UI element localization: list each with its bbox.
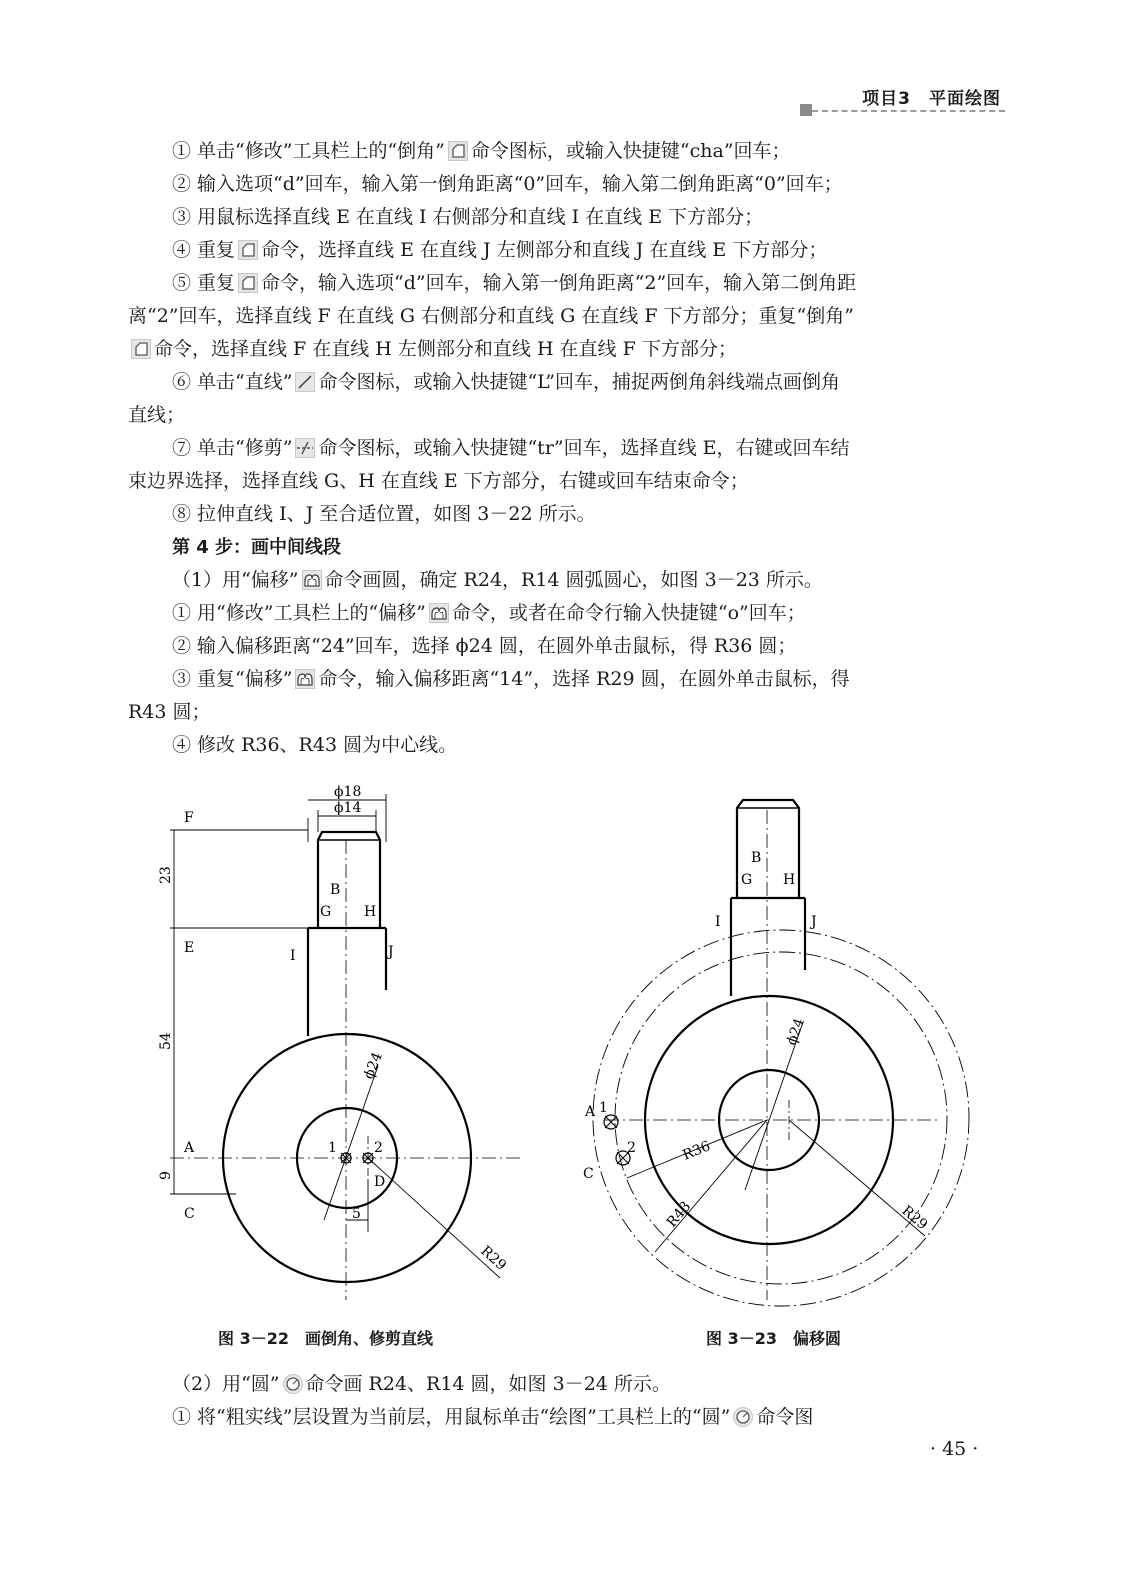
dim-R43: R43: [663, 1198, 695, 1231]
figure-3-22-drawing: [150, 780, 530, 1320]
label-C: C: [583, 1166, 594, 1182]
label-A: A: [184, 1140, 195, 1156]
offset-icon: [295, 669, 315, 689]
trim-icon: [295, 438, 315, 458]
figure-3-23-caption: 图 3－23 偏移圆: [706, 1329, 841, 1348]
para-line: （1）用“偏移” 命令画圆，确定 R24，R14 圆弧圆心，如图 3－23 所示。: [172, 569, 823, 591]
body-text-top: [128, 135, 1000, 762]
figure-3-23-drawing: [575, 780, 975, 1310]
dim-R29: R29: [898, 1202, 931, 1234]
label-A: A: [585, 1104, 596, 1120]
body-text-bottom: [128, 1368, 1000, 1434]
para-line: ⑧ 拉伸直线 I、J 至合适位置，如图 3－22 所示。: [172, 503, 596, 525]
para-line: ① 用“修改”工具栏上的“偏移” 命令，或者在命令行输入快捷键“o”回车；: [172, 602, 806, 624]
label-I: I: [715, 914, 721, 930]
label-E: E: [184, 940, 195, 956]
para-line: ① 单击“修改”工具栏上的“倒角” 命令图标，或输入快捷键“cha”回车；: [172, 140, 791, 162]
label-point-1: 1: [599, 1100, 608, 1116]
para-line: ⑦ 单击“修剪” 命令图标，或输入快捷键“tr”回车，选择直线 E，右键或回车结: [172, 437, 850, 459]
dim-phi24: ϕ24: [360, 1050, 386, 1082]
label-G: G: [741, 872, 753, 888]
para-line: R43 圆；: [128, 701, 211, 723]
label-point-1: 1: [328, 1140, 337, 1156]
header-title: 项目3 平面绘图: [862, 89, 1001, 109]
offset-icon: [429, 603, 449, 623]
label-point-2: 2: [627, 1140, 636, 1156]
line-icon: [295, 372, 315, 392]
page-number: · 45 ·: [930, 1438, 979, 1460]
para-line: ② 输入偏移距离“24”回车，选择 ϕ24 圆，在圆外单击鼠标，得 R36 圆；: [172, 635, 797, 657]
circle-icon: [283, 1374, 303, 1394]
dim-5: 5: [352, 1206, 361, 1222]
figure-3-22-caption: 图 3－22 画倒角、修剪直线: [218, 1329, 433, 1348]
header-rule: [812, 110, 1005, 112]
dim-R36: R36: [680, 1138, 713, 1164]
label-B: B: [751, 850, 762, 866]
label-H: H: [364, 904, 377, 920]
circle-icon: [733, 1407, 753, 1427]
dim-23: 23: [158, 866, 174, 884]
figure-3-22: [150, 780, 530, 1324]
dim-phi18: ϕ18: [334, 784, 362, 800]
label-J: J: [388, 944, 394, 960]
label-point-2: 2: [374, 1140, 383, 1156]
para-line: 命令，选择直线 F 在直线 H 左侧部分和直线 H 在直线 F 下方部分；: [128, 333, 1000, 366]
label-I: I: [290, 948, 296, 964]
dim-phi24: ϕ24: [783, 1016, 809, 1048]
header-marker: [800, 104, 812, 116]
label-G: G: [320, 904, 332, 920]
dim-54: 54: [158, 1032, 174, 1050]
chamfer-icon: [448, 141, 468, 161]
para-line: ② 输入选项“d”回车，输入第一倒角距离“0”回车，输入第二倒角距离“0”回车；: [172, 173, 843, 195]
chamfer-icon: [238, 273, 258, 293]
para-line: （2）用“圆” 命令画 R24、R14 圆，如图 3－24 所示。: [172, 1373, 671, 1395]
dim-R29: R29: [477, 1243, 510, 1274]
figure-3-23: [575, 780, 975, 1314]
label-B: B: [330, 882, 341, 898]
label-C: C: [184, 1206, 195, 1222]
offset-icon: [302, 570, 322, 590]
running-header: [800, 80, 1005, 120]
label-H: H: [783, 872, 796, 888]
label-D: D: [374, 1174, 386, 1190]
chamfer-icon: [238, 240, 258, 260]
label-J: J: [811, 914, 817, 930]
para-line: ④ 修改 R36、R43 圆为中心线。: [172, 734, 458, 756]
label-F: F: [184, 810, 194, 826]
para-line: ⑤ 重复 命令，输入选项“d”回车，输入第一倒角距离“2”回车，输入第二倒角距: [172, 272, 857, 294]
chamfer-icon: [131, 339, 151, 359]
step-heading: 第 4 步：画中间线段: [172, 537, 342, 558]
dim-9: 9: [158, 1171, 174, 1180]
para-line: ① 将“粗实线”层设置为当前层，用鼠标单击“绘图”工具栏上的“圆” 命令图: [172, 1406, 814, 1428]
para-line: 束边界选择，选择直线 G、H 在直线 E 下方部分，右键或回车结束命令；: [128, 470, 749, 492]
para-line: ③ 重复“偏移” 命令，输入偏移距离“14”，选择 R29 圆，在圆外单击鼠标，得: [172, 668, 850, 690]
para-line: 离“2”回车，选择直线 F 在直线 G 右侧部分和直线 G 在直线 F 下方部分；重复“倒角”: [128, 305, 854, 327]
para-line: ④ 重复 命令，选择直线 E 在直线 J 左侧部分和直线 J 在直线 E 下方部分；: [172, 239, 828, 261]
para-line: ③ 用鼠标选择直线 E 在直线 I 右侧部分和直线 I 在直线 E 下方部分；: [172, 206, 764, 228]
para-line: 直线；: [128, 404, 186, 426]
dim-phi14: ϕ14: [334, 800, 362, 816]
para-line: ⑥ 单击“直线” 命令图标，或输入快捷键“L”回车，捕捉两倒角斜线端点画倒角: [172, 371, 840, 393]
